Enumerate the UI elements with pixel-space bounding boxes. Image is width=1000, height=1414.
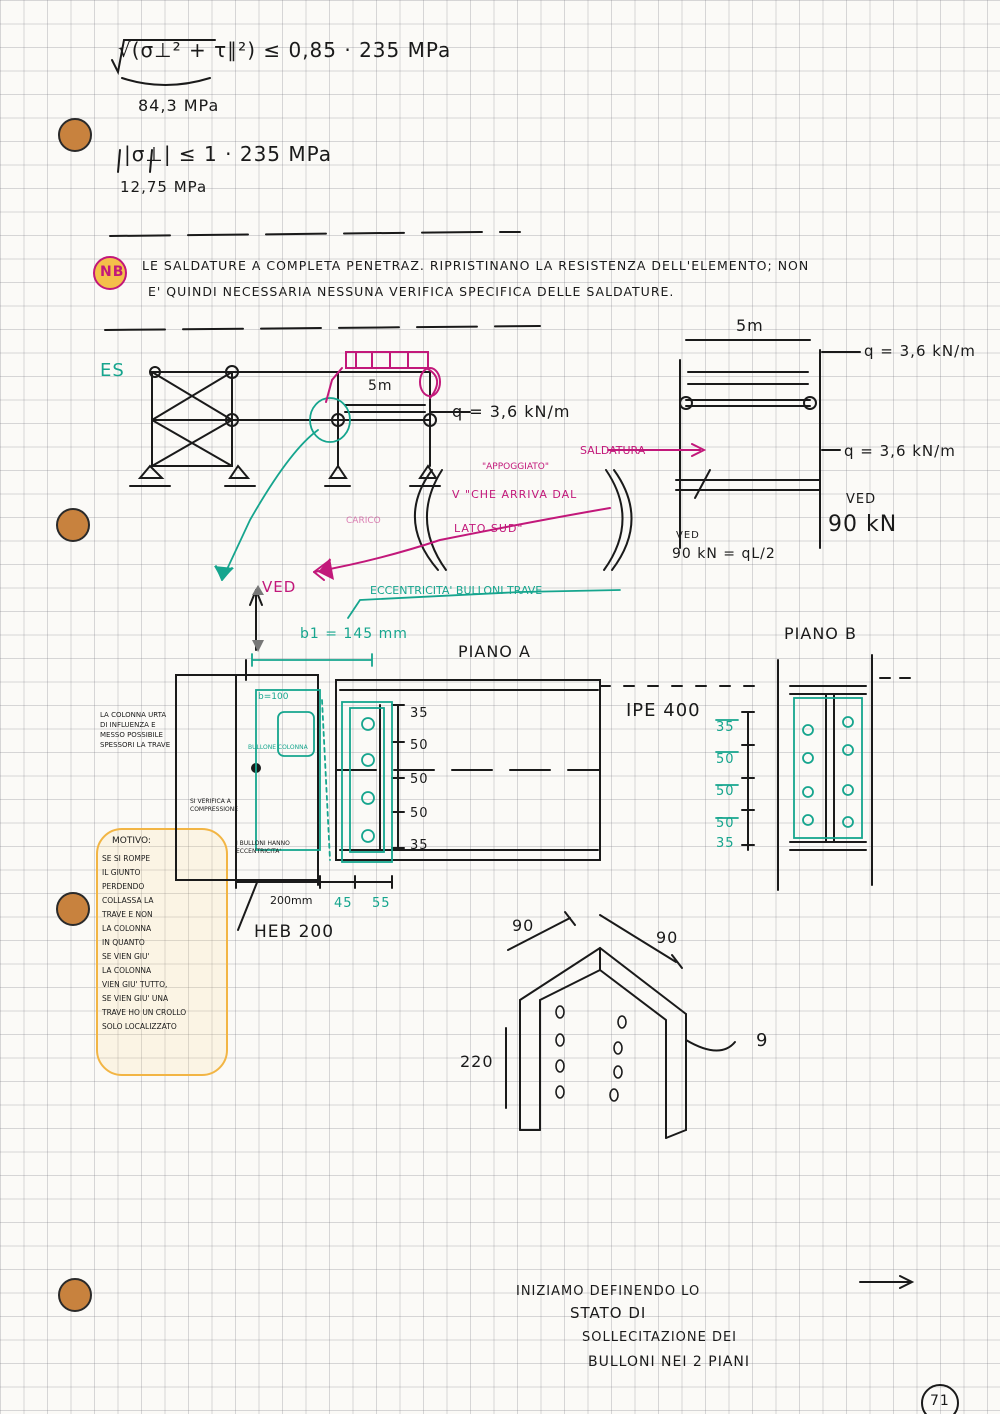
formula-line1-value: 84,3 MPa (138, 96, 220, 115)
formula-line2: |σ⊥| ≤ 1 · 235 MPa (124, 142, 333, 166)
page-number: 71 (930, 1393, 950, 1409)
dim-b-3: 50 (716, 784, 735, 799)
dim-b-1: 35 (716, 720, 735, 735)
angle-height: 220 (460, 1052, 494, 1071)
column-note: LA COLONNA URTA DI INFLUENZA E MESSO POSSIBILE SPESSORI LA TRAVE (100, 711, 171, 749)
dim-45: 45 (334, 896, 353, 911)
heb-label: HEB 200 (254, 922, 335, 942)
inner-label-eccentricity: I BULLONI HANNO ECCENTRICITA' (236, 840, 290, 855)
motivo-line: TRAVE E NON (102, 910, 153, 919)
formula-line2-value: 12,75 MPa (120, 178, 208, 196)
inner-label-compression: SI VERIFICA A COMPRESSIONE (190, 798, 239, 813)
appoggio-text: V "CHE ARRIVA DAL (452, 488, 578, 501)
appoggio-top: "APPOGGIATO" (482, 462, 550, 472)
appoggio-text2: LATO SUD" (454, 522, 524, 535)
dim-200: 200mm (270, 894, 313, 907)
piano-b-label: PIANO B (784, 624, 857, 643)
footer-line2: STATO DI (570, 1304, 647, 1322)
ved-left: VED (676, 530, 700, 541)
dim-b-4: 50 (716, 816, 735, 831)
dim-b-5: 35 (716, 836, 735, 851)
motivo-line: SOLO LOCALIZZATO (102, 1022, 177, 1031)
dim-55: 55 (372, 896, 391, 911)
load-label: q = 3,6 kN/m (452, 402, 571, 421)
motivo-line: SE VIEN GIU' (102, 952, 150, 961)
piano-a-label: PIANO A (458, 642, 531, 661)
saldatura-label: SALDATURA (580, 444, 646, 457)
ipe-label: IPE 400 (626, 700, 701, 721)
motivo-line: IN QUANTO (102, 938, 145, 947)
motivo-line: COLLASSA LA (102, 896, 154, 905)
ved-connection-label: VED (262, 578, 297, 596)
motivo-line: VIEN GIU' TUTTO, (102, 980, 168, 989)
footer-line4: BULLONI NEI 2 PIANI (588, 1354, 751, 1370)
eccentricity-label: ECCENTRICITA' BULLONI TRAVE (370, 584, 543, 597)
dim-a-4: 50 (410, 806, 429, 821)
motivo-line: LA COLONNA (102, 966, 152, 975)
dim-b-2: 50 (716, 752, 735, 767)
footer-line1: INIZIAMO DEFINENDO LO (516, 1284, 701, 1299)
span-right-label: 5m (736, 316, 764, 335)
formula-line1: √(σ⊥² + τ∥²) ≤ 0,85 · 235 MPa (118, 38, 452, 62)
span-label: 5m (368, 378, 393, 394)
ved-formula-left: 90 kN = qL/2 (672, 546, 776, 562)
dim-a-2: 50 (410, 738, 429, 753)
load-right-top: q = 3,6 kN/m (864, 342, 976, 360)
note-badge: NB (100, 264, 125, 280)
b1-label: b1 = 145 mm (300, 626, 408, 642)
angle-dim-b: 90 (656, 928, 679, 947)
motivo-line: IL GIUNTO (102, 868, 141, 877)
carico-label: CARICO (346, 516, 381, 526)
exercise-label: ES (100, 360, 125, 381)
motivo-line: TRAVE HO UN CROLLO (102, 1008, 187, 1017)
note-line1: LE SALDATURE A COMPLETA PENETRAZ. RIPRISTINANO LA RESISTENZA DELL'ELEMENTO; NON (142, 258, 810, 273)
angle-dim-a: 90 (512, 916, 535, 935)
dim-a-1: 35 (410, 706, 429, 721)
motivo-title: MOTIVO: (112, 836, 151, 846)
angle-thickness: 9 (756, 1030, 769, 1051)
bolt-column-label: BULLONE COLONNA (248, 744, 308, 751)
motivo-line: PERDENDO (102, 882, 145, 891)
motivo-text (102, 852, 222, 1034)
motivo-line: LA COLONNA (102, 924, 152, 933)
load-right-bottom: q = 3,6 kN/m (844, 442, 956, 460)
footer-line3: SOLLECITAZIONE DEI (582, 1330, 738, 1345)
dim-a-5: 35 (410, 838, 429, 853)
ved-right-value: 90 kN (828, 512, 898, 537)
motivo-line: SE VIEN GIU' UNA (102, 994, 169, 1003)
ved-right: VED (846, 492, 877, 507)
dim-a-3: 50 (410, 772, 429, 787)
inner-label-b: b=100 (258, 692, 289, 702)
motivo-line: SE SI ROMPE (102, 854, 151, 863)
note-line2: E' QUINDI NECESSARIA NESSUNA VERIFICA SPECIFICA DELLE SALDATURE. (148, 284, 675, 299)
